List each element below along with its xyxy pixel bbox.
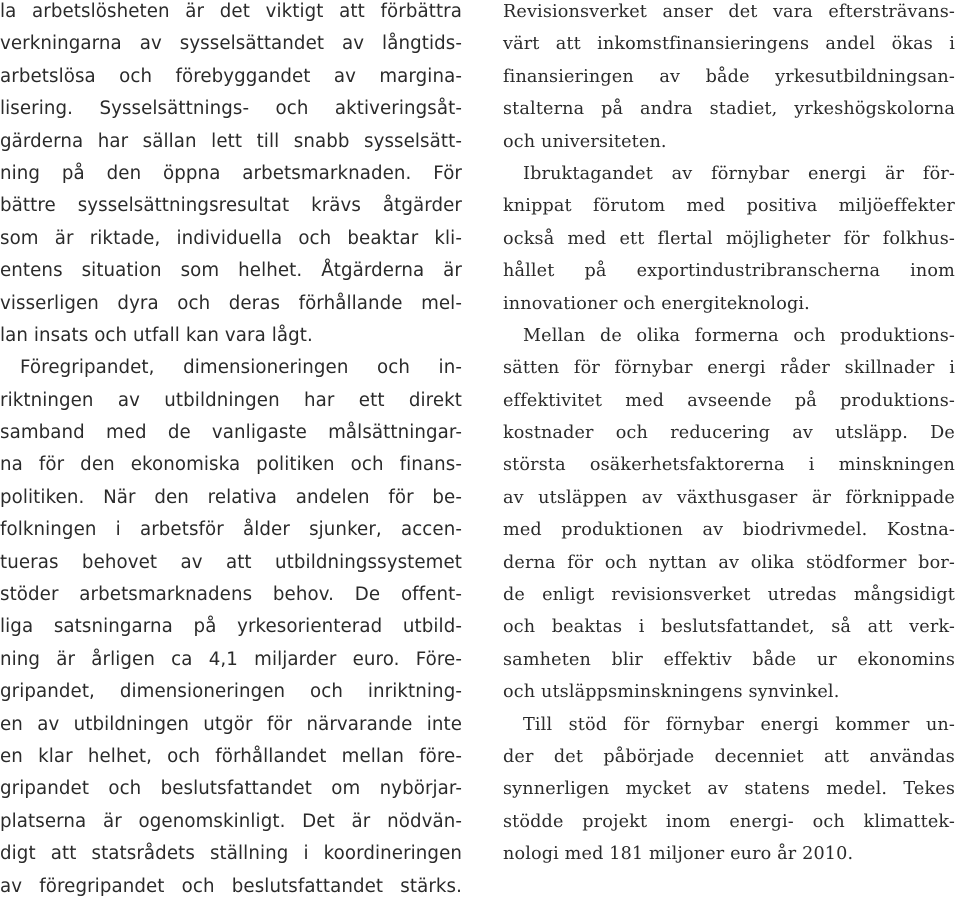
text-line: Revisionsverket anser det vara eftersträvans- xyxy=(503,2,955,22)
left-column xyxy=(0,0,462,903)
text-line: ning på den öppna arbetsmarknaden. För xyxy=(0,162,462,184)
text-line: der det påbörjade decenniet att användas xyxy=(503,746,955,767)
text-line: entens situation som helhet. Åtgärderna är xyxy=(0,260,462,282)
text-line: samheten blir effektiv både ur ekonomins xyxy=(503,649,955,670)
text-line: hållet på exportindustribranscherna inom xyxy=(503,261,955,282)
text-line: la arbetslösheten är det viktigt att förbättra xyxy=(0,1,462,22)
text-line: riktningen av utbildningen har ett direkt xyxy=(0,389,462,411)
text-line: liga satsningarna på yrkesorienterad utbild- xyxy=(0,616,462,638)
text-line: gripandet och beslutsfattandet om nybörjar- xyxy=(0,778,462,800)
text-line: lan insats och utfall kan vara lågt. xyxy=(0,324,313,346)
text-line: och beaktas i beslutsfattandet, så att verk- xyxy=(503,617,955,638)
text-line: platserna är ogenomskinligt. Det är nödvän- xyxy=(0,810,462,832)
text-line: en klar helhet, och förhållandet mellan före- xyxy=(0,745,462,767)
text-line: som är riktade, individuella och beaktar kli- xyxy=(0,227,462,249)
paragraph-first-line: Mellan de olika formerna och produktions- xyxy=(523,325,955,346)
text-line: knippat förutom med positiva miljöeffekter xyxy=(503,196,955,217)
text-line: värt att inkomstfinansieringens andel ökas i xyxy=(503,34,955,55)
text-line: ning är årligen ca 4,1 miljarder euro. Före- xyxy=(0,648,462,670)
text-line: sätten för förnybar energi råder skillnader i xyxy=(503,358,955,379)
text-line: stöder arbetsmarknadens behov. De offent- xyxy=(0,584,462,606)
text-line: effektivitet med avseende på produktions- xyxy=(503,390,955,411)
text-line: tueras behovet av att utbildningssystemet xyxy=(0,551,462,573)
text-line: arbetslösa och förebyggandet av margina- xyxy=(0,65,462,87)
text-line: politiken. När den relativa andelen för be- xyxy=(0,486,462,508)
paragraph-first-line: Föregripandet, dimensioneringen och in- xyxy=(20,357,462,379)
text-line: folkningen i arbetsför ålder sjunker, accen- xyxy=(0,519,462,541)
text-line: gripandet, dimensioneringen och inriktning- xyxy=(0,681,462,703)
text-line: och universiteten. xyxy=(503,131,667,152)
text-line: de enligt revisionsverket utredas mångsidigt xyxy=(503,585,955,606)
text-line: av utsläppen av växthusgaser är förknippade xyxy=(503,487,955,508)
text-line: verkningarna av sysselsättandet av långtids- xyxy=(0,33,462,55)
text-line: stödde projekt inom energi- och klimattek- xyxy=(503,811,955,832)
text-line: bättre sysselsättningsresultat krävs åtgärder xyxy=(0,195,462,217)
text-line: stalterna på andra stadiet, yrkeshögskolorna xyxy=(503,99,955,120)
text-line: visserligen dyra och deras förhållande mel- xyxy=(0,292,462,314)
text-line: lisering. Sysselsättnings- och aktiveringsåt- xyxy=(0,98,462,120)
text-line: synnerligen mycket av statens medel. Tekes xyxy=(503,779,955,800)
text-line: av föregripandet och beslutsfattandet stärks. xyxy=(0,875,462,897)
text-line: med produktionen av biodrivmedel. Kostna- xyxy=(503,520,955,541)
paragraph-first-line: Till stöd för förnybar energi kommer un- xyxy=(523,714,955,735)
text-line: en av utbildningen utgör för närvarande inte xyxy=(0,713,462,735)
text-line: nologi med 181 miljoner euro år 2010. xyxy=(503,844,854,865)
text-line: samband med de vanligaste målsättningar- xyxy=(0,422,462,444)
text-line: och utsläppsminskningens synvinkel. xyxy=(503,682,840,703)
paragraph-first-line: Ibruktagandet av förnybar energi är för- xyxy=(523,163,955,184)
text-line: derna för och nyttan av olika stödformer bor- xyxy=(503,552,955,573)
text-line: gärderna har sällan lett till snabb sysselsätt- xyxy=(0,130,462,152)
text-line: finansieringen av både yrkesutbildningsan- xyxy=(503,66,955,87)
text-line: digt att statsrådets ställning i koordineringen xyxy=(0,843,462,865)
text-line: också med ett flertal möjligheter för folkhus- xyxy=(503,228,955,249)
text-line: na för den ekonomiska politiken och finans- xyxy=(0,454,462,476)
text-line: innovationer och energiteknologi. xyxy=(503,293,810,314)
right-column xyxy=(503,0,955,871)
text-line: kostnader och reducering av utsläpp. De xyxy=(503,423,955,444)
text-line: största osäkerhetsfaktorerna i minskningen xyxy=(503,455,955,476)
